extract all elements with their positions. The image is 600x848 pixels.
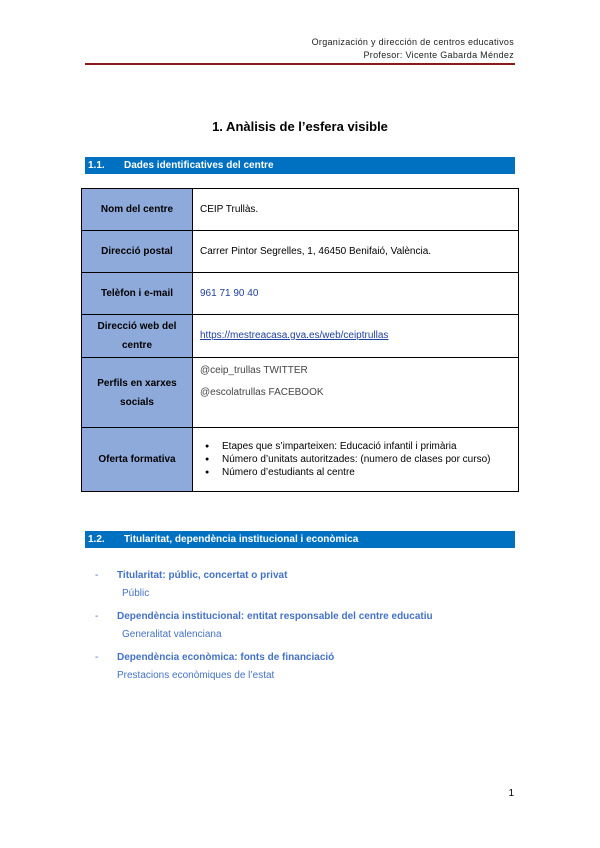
value-postal-address: Carrer Pintor Segrelles, 1, 46450 Benifaió, València. bbox=[193, 231, 519, 273]
section-heading-1-1 bbox=[85, 157, 515, 174]
table-row bbox=[82, 358, 519, 428]
section-heading-1-2 bbox=[85, 531, 515, 548]
label-center-name: Nom del centre bbox=[82, 189, 193, 231]
section-number: 1.2. bbox=[88, 534, 105, 545]
label-social-profiles: Perfils en xarxes socials bbox=[82, 358, 193, 428]
list-item bbox=[95, 652, 515, 681]
value-educational-offer bbox=[193, 428, 519, 492]
item-answer: Generalitat valenciana bbox=[122, 629, 222, 640]
header-course-title: Organización y dirección de centros educativos bbox=[311, 37, 514, 47]
label-phone-email: Telèfon i e-mail bbox=[82, 273, 193, 315]
list-item: ● Número d’estudiants al centre bbox=[222, 467, 512, 479]
list-item bbox=[95, 570, 515, 599]
section-title: Dades identificatives del centre bbox=[124, 160, 274, 171]
item-answer: Públic bbox=[122, 588, 150, 599]
offer-list bbox=[200, 441, 512, 479]
label-website: Direcció web del centre bbox=[82, 315, 193, 358]
list-item: ● Etapes que s’imparteixen: Educació infantil i primària bbox=[222, 441, 512, 453]
table-row bbox=[82, 428, 519, 492]
dash-bullet: - bbox=[95, 611, 99, 622]
twitter-handle: @ceip_trullas TWITTER bbox=[200, 365, 308, 376]
label-postal-address: Direcció postal bbox=[82, 231, 193, 273]
item-answer: Prestacions econòmiques de l’estat bbox=[117, 670, 275, 681]
dash-bullet: - bbox=[95, 570, 99, 581]
item-question: Dependència econòmica: fonts de financiació bbox=[117, 652, 335, 663]
ownership-list bbox=[95, 570, 515, 693]
page-number: 1 bbox=[508, 788, 514, 799]
section-number: 1.1. bbox=[88, 160, 105, 171]
table-row bbox=[82, 189, 519, 231]
website-link[interactable]: https://mestreacasa.gva.es/web/ceiptrullas bbox=[200, 330, 389, 341]
table-row bbox=[82, 231, 519, 273]
facebook-handle: @escolatrullas FACEBOOK bbox=[200, 387, 324, 398]
table-row bbox=[82, 315, 519, 358]
center-info-table bbox=[81, 188, 519, 492]
header-professor: Profesor: Vicente Gabarda Méndez bbox=[363, 50, 514, 60]
list-item: ● Número d’unitats autoritzades: (numero de clases por curso) bbox=[222, 454, 512, 466]
item-question: Titularitat: públic, concertat o privat bbox=[117, 570, 288, 581]
page-title: 1. Anàlisis de l’esfera visible bbox=[212, 119, 388, 134]
label-educational-offer: Oferta formativa bbox=[82, 428, 193, 492]
value-phone: 961 71 90 40 bbox=[193, 273, 519, 315]
value-center-name: CEIP Trullàs. bbox=[193, 189, 519, 231]
item-question: Dependència institucional: entitat responsable del centre educatiu bbox=[117, 611, 433, 622]
dash-bullet: - bbox=[95, 652, 99, 663]
value-website bbox=[193, 315, 519, 358]
table-row bbox=[82, 273, 519, 315]
section-title: Titularitat, dependència institucional i econòmica bbox=[124, 534, 359, 545]
list-item bbox=[95, 611, 515, 640]
header-divider bbox=[85, 63, 515, 65]
value-social-profiles bbox=[193, 358, 519, 428]
